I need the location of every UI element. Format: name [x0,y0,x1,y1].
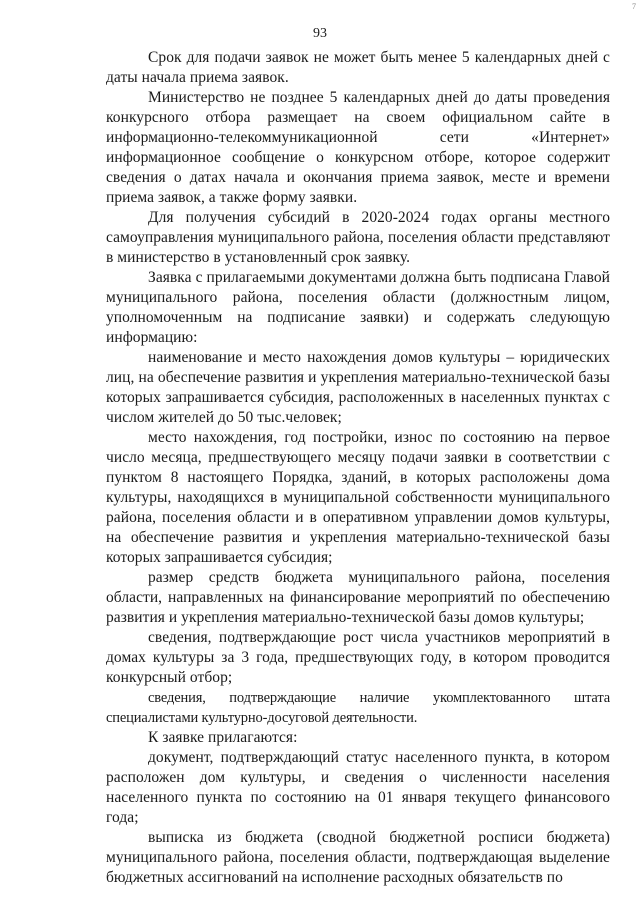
paragraph-attachments-heading: К заявке прилагаются: [148,729,298,746]
document-body [106,48,610,888]
corner-mark: 7 [632,2,636,11]
paragraph-application-signature: Заявка с прилагаемыми документами должна быть подписана Главой муниципального района, поселения области (должностным лицом, уполномоченным на подписание заявки) и содержать следующую информацию: [106,269,610,346]
list-item-building-info: место нахождения, год постройки, износ по состоянию на первое число месяца, предшествующего месяцу подачи заявки в соответствии с пунктом 8 настоящего Порядка, зданий, в которых расположены дома культуры, находящихся в муниципальной собственности муниципального района, поселения области и в оперативном управлении домов культуры, на обеспечение развития и укрепления материально-технической базы которых запрашивается субсидия; [106,429,610,566]
paragraph-ministry-notice: Министерство не позднее 5 календарных дней до даты проведения конкурсного отбора размещает на своем официальном сайте в информационно-телекоммуникационной сети «Интернет» информационное сообщение о конкурсном отборе, которое содержит сведения о датах начала и окончания приема заявок, месте и времени приема заявок, а также форму заявки. [106,89,610,206]
list-item-status-document: документ, подтверждающий статус населенного пункта, в котором расположен дом культуры, и сведения о численности населения населенного пункта по состоянию на 01 января текущего финансового года; [106,749,610,826]
list-item-staff-info: сведения, подтверждающие наличие укомплектованного штата специалистами культурно-досуговой деятельности. [106,690,610,726]
list-item-participants-growth: сведения, подтверждающие рост числа участников мероприятий в домах культуры за 3 года, предшествующих году, в котором проводится конкурсный отбор; [106,629,610,686]
page-number: 93 [313,26,327,41]
paragraph-deadline: Срок для подачи заявок не может быть менее 5 календарных дней с даты начала приема заявок. [106,49,610,86]
paragraph-subsidy-application: Для получения субсидий в 2020-2024 годах органы местного самоуправления муниципального района, поселения области представляют в министерство в установленный срок заявку. [106,209,610,266]
list-item-name-location: наименование и место нахождения домов культуры – юридических лиц, на обеспечение развития и укрепления материально-технической базы которых запрашивается субсидия, расположенных в населенных пунктах с числом жителей до 50 тыс.человек; [106,349,610,426]
list-item-budget-extract: выписка из бюджета (сводной бюджетной росписи бюджета) муниципального района, поселения области, подтверждающая выделение бюджетных ассигнований на исполнение расходных обязательств по [106,829,610,886]
list-item-budget-funds: размер средств бюджета муниципального района, поселения области, направленных на финансирование мероприятий по обеспечению развития и укрепления материально-технической базы домов культуры; [106,569,610,626]
